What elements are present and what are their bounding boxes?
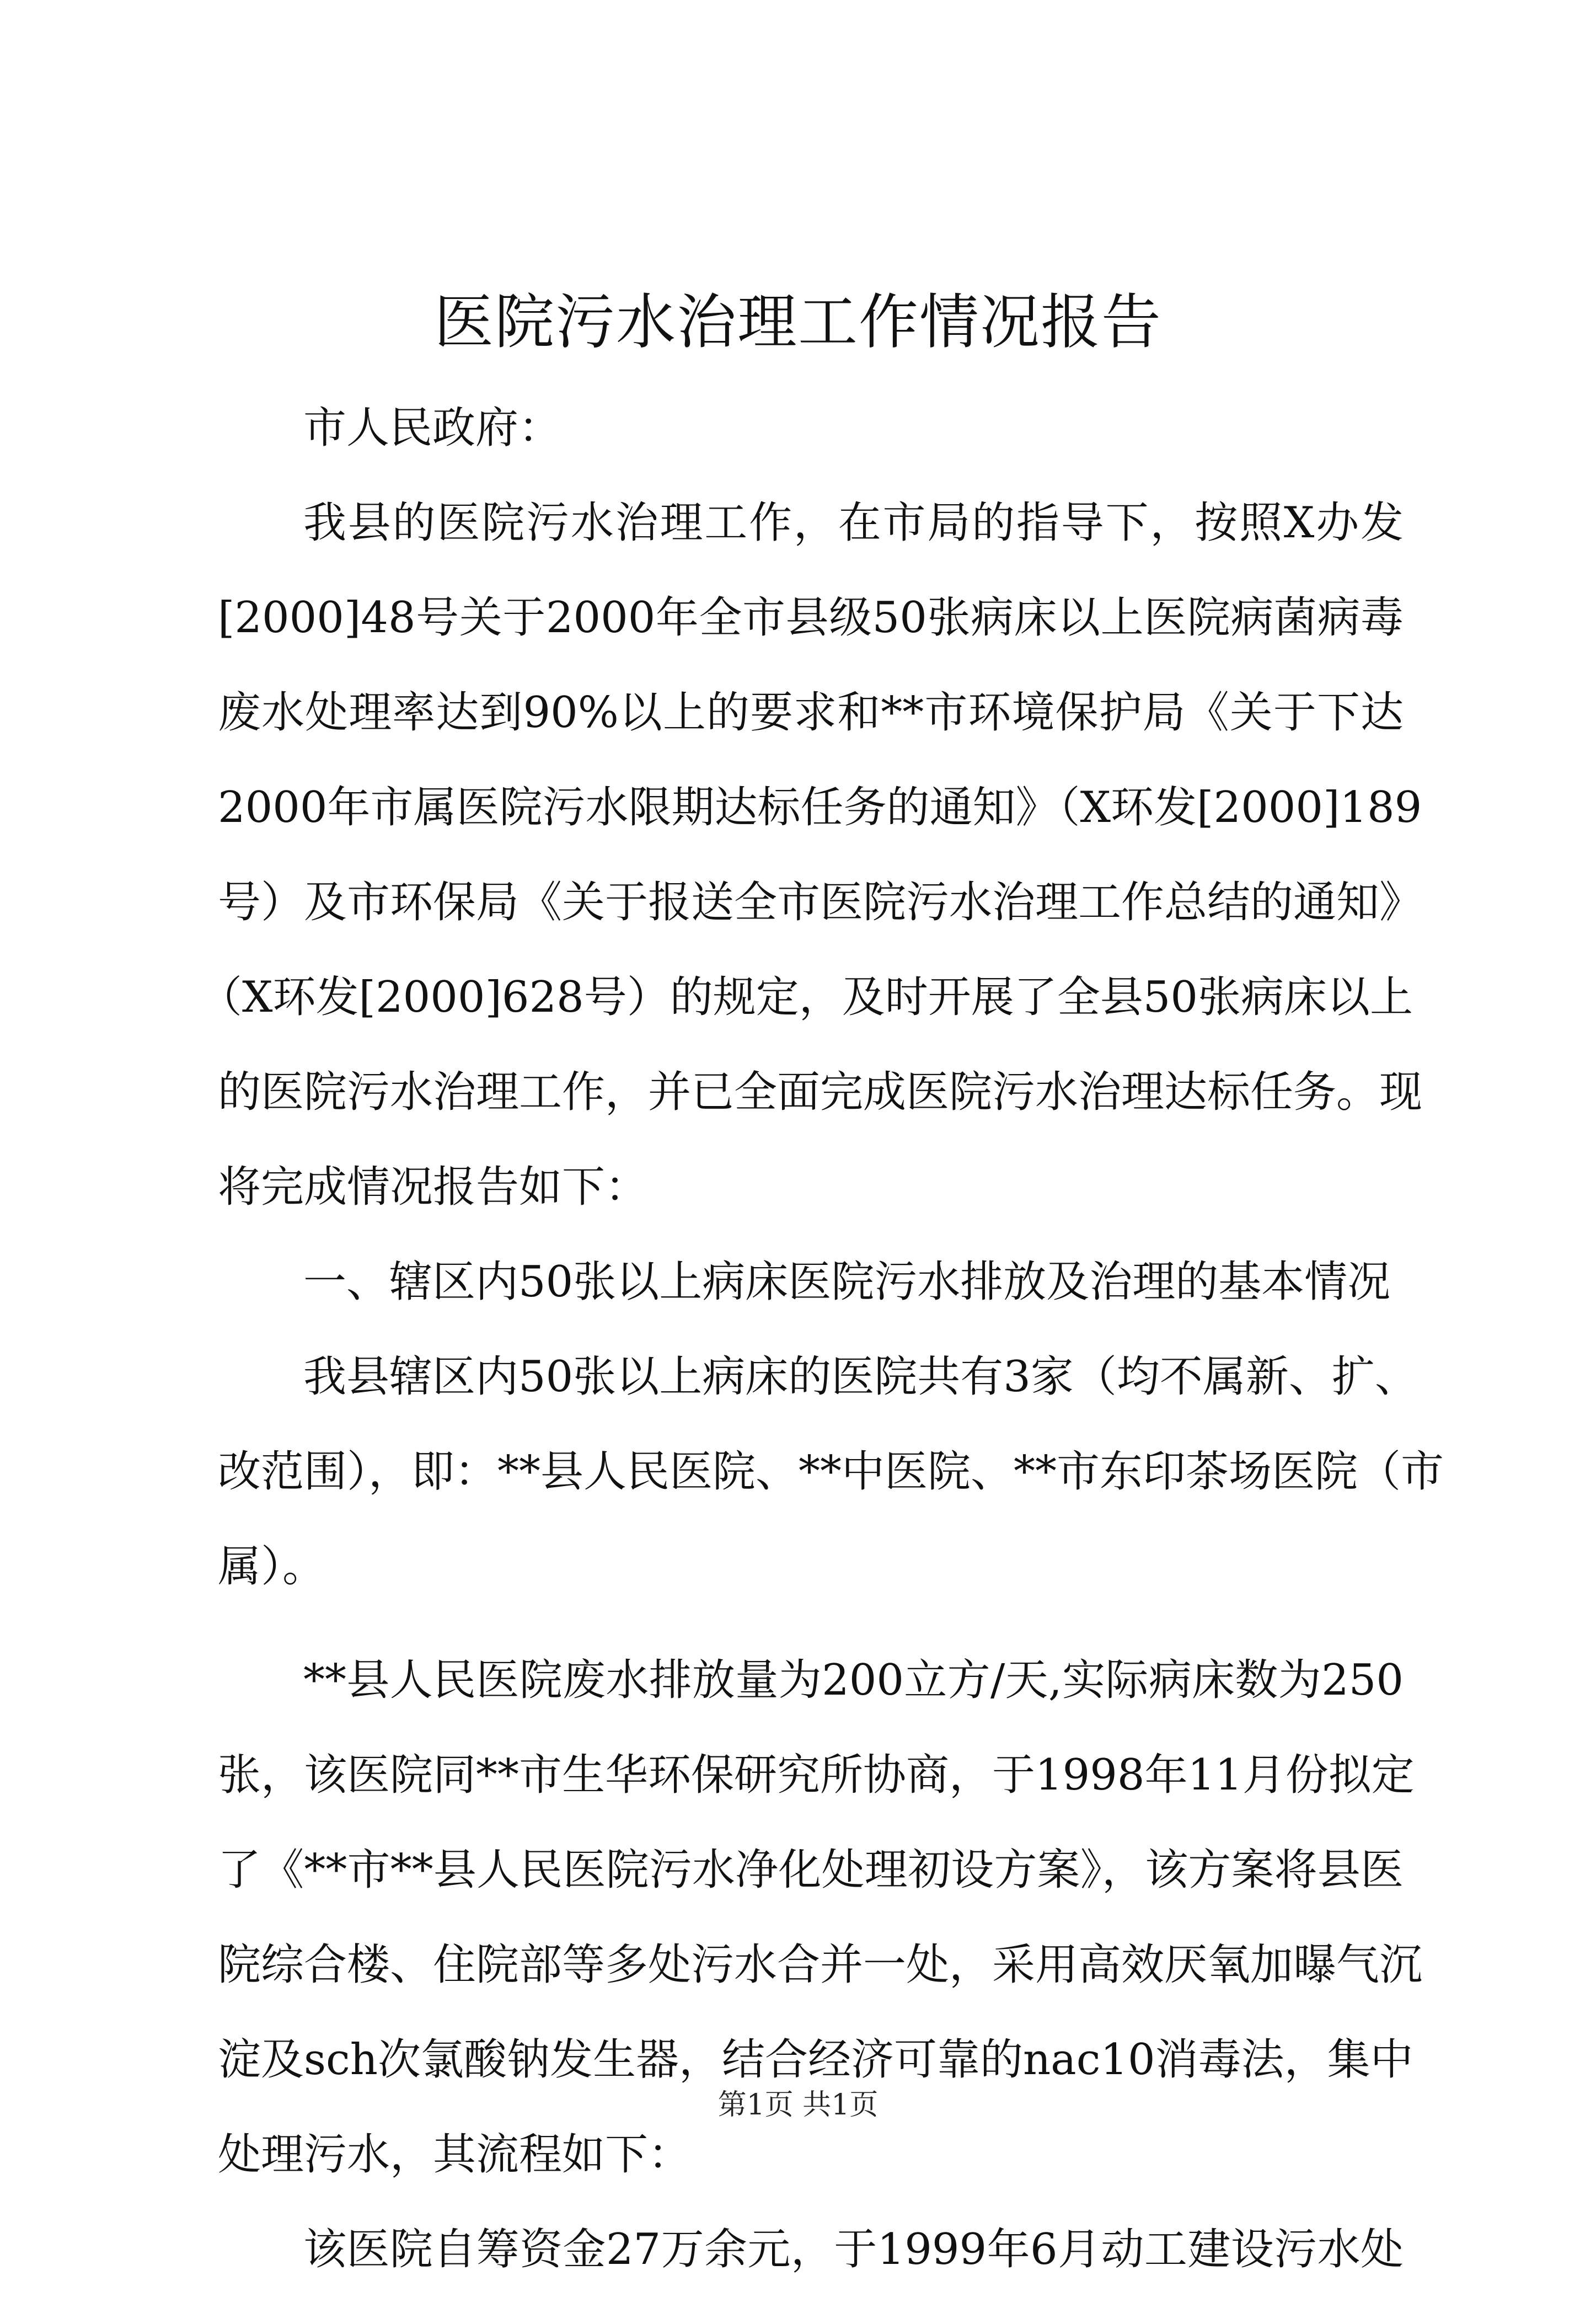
paragraph-1-line-7: 的医院污水治理工作，并已全面完成医院污水治理达标任务。现: [218, 1067, 1423, 1117]
salutation-line: 市人民政府：: [303, 403, 562, 453]
paragraph-1-line-6: （X环发[2000]628号）的规定，及时开展了全县50张病床以上: [199, 973, 1413, 1022]
paragraph-1-line-3: 废水处理率达到90%以上的要求和**市环境保护局《关于下达: [218, 688, 1404, 738]
paragraph-3-line-6: 处理污水，其流程如下：: [218, 2130, 692, 2180]
paragraph-spacer: [218, 1614, 1404, 1633]
paragraph-3-line-1: **县人民医院废水排放量为200立方/天,实际病床数为250: [303, 1655, 1404, 1705]
paragraph-1-line-2: [2000]48号关于2000年全市县级50张病床以上医院病菌病毒: [218, 593, 1404, 643]
paragraph-2-line-2: 改范围），即：**县人民医院、**中医院、**市东印茶场医院（市: [218, 1447, 1444, 1497]
paragraph-3-line-2: 张，该医院同**市生华环保研究所协商，于1998年11月份拟定: [218, 1750, 1415, 1800]
paragraph-3-line-5: 淀及sch次氯酸钠发生器，结合经济可靠的nac10消毒法，集中: [218, 2035, 1413, 2085]
section-heading-1: 一、辖区内50张以上病床医院污水排放及治理的基本情况: [303, 1257, 1391, 1307]
paragraph-2-line-3: 属）。: [218, 1542, 326, 1591]
paragraph-1-line-5: 号）及市环保局《关于报送全市医院污水治理工作总结的通知》: [218, 878, 1423, 927]
paragraph-3-line-3: 了《**市**县人民医院污水净化处理初设方案》，该方案将县医: [218, 1845, 1404, 1895]
paragraph-3-line-4: 院综合楼、住院部等多处污水合并一处，采用高效厌氧加曝气沉: [218, 1940, 1423, 1990]
paragraph-1-line-1: 我县的医院污水治理工作，在市局的指导下，按照X办发: [303, 498, 1404, 548]
paragraph-1-line-4: 2000年市属医院污水限期达标任务的通知》（X环发[2000]189: [218, 783, 1422, 832]
document-body: [199, 381, 1444, 2297]
paragraph-2-line-1: 我县辖区内50张以上病床的医院共有3家（均不属新、扩、: [303, 1352, 1418, 1402]
paragraph-4-line-1: 该医院自筹资金27万余元，于1999年6月动工建设污水处: [303, 2225, 1404, 2274]
page-number-footer: 第1页 共1页: [717, 2088, 879, 2122]
document-title: 医院污水治理工作情况报告: [433, 288, 1162, 357]
paragraph-1-line-8: 将完成情况报告如下：: [218, 1162, 649, 1212]
